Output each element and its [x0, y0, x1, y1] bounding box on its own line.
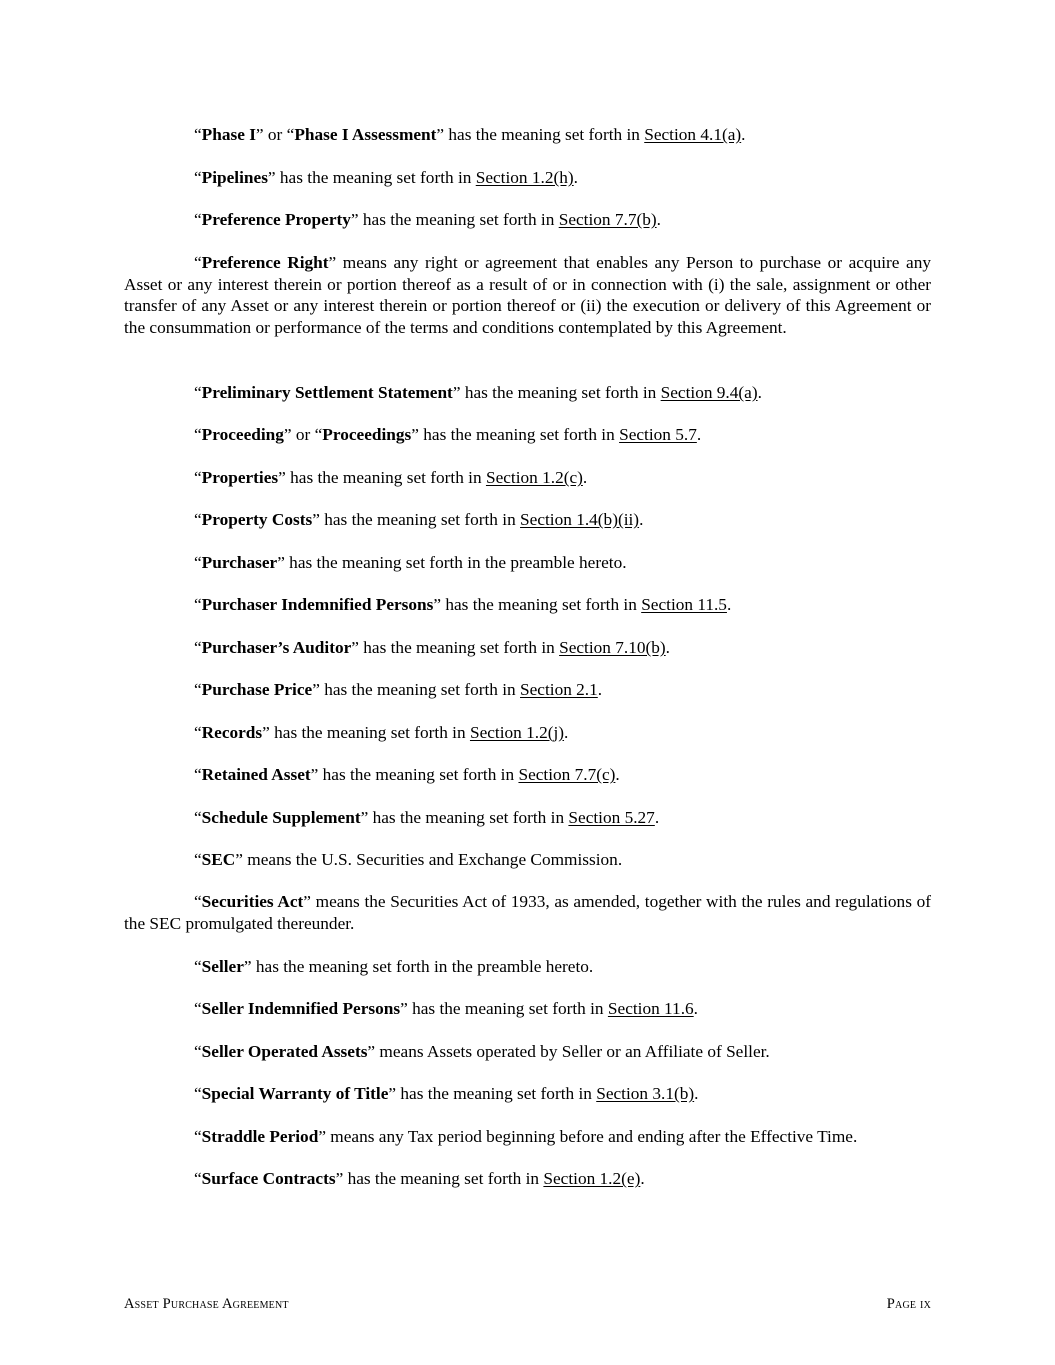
definition-text: “ [194, 680, 202, 699]
definition-entry [124, 998, 931, 1020]
definition-text: ” has the meaning set forth in [310, 765, 519, 784]
definition-text: ” means any right or agreement that enables any Person to purchase or acquire any Asset or any interest therein or portion thereof as a result of or in connection with (i) the sale, assignment or other transfer of any Asset or any interest therein or portion thereof or (ii) the execution or delivery of this Agreement or the consummation or performance of the terms and conditions contemplated by this Agreement. [124, 253, 931, 337]
defined-term: Special Warranty of Title [201, 1084, 389, 1103]
definition-entry [124, 552, 931, 574]
definition-text: ” has the meaning set forth in [335, 1169, 544, 1188]
definition-text: “ [194, 125, 202, 144]
definition-entry [124, 167, 931, 189]
definition-text: ” has the meaning set forth in [312, 510, 521, 529]
defined-term: Purchaser [201, 553, 278, 572]
defined-term: Preference Right [201, 253, 329, 272]
definition-text: . [640, 1169, 645, 1188]
definition-text: . [693, 999, 698, 1018]
definition-text: ” has the meaning set forth in [400, 999, 608, 1018]
defined-term: Phase I [201, 125, 256, 144]
definition-text: . [615, 765, 620, 784]
defined-term: Retained Asset [201, 765, 311, 784]
definition-text: “ [194, 850, 202, 869]
definition-text: ” has the meaning set forth in the preamble hereto. [243, 957, 594, 976]
defined-term: Straddle Period [201, 1127, 319, 1146]
definition-text: “ [194, 168, 202, 187]
definition-text: “ [194, 1169, 202, 1188]
definition-entry [124, 807, 931, 829]
definition-text: ” or “ [255, 125, 295, 144]
definition-text: “ [194, 999, 202, 1018]
section-reference-link[interactable]: Section 7.7(c) [518, 765, 616, 784]
defined-term: Pipelines [201, 168, 268, 187]
defined-term: Preliminary Settlement Statement [201, 383, 453, 402]
definition-entry [124, 209, 931, 231]
defined-term: Seller Indemnified Persons [201, 999, 401, 1018]
definition-text: “ [194, 638, 202, 657]
definition-text: ” has the meaning set forth in [411, 425, 620, 444]
definition-text: “ [194, 723, 202, 742]
section-reference-link[interactable]: Section 5.7 [619, 425, 697, 444]
definition-text: ” has the meaning set forth in [436, 125, 645, 144]
definition-text: . [757, 383, 762, 402]
definition-text: ” means Assets operated by Seller or an Affiliate of Seller. [367, 1042, 770, 1061]
definition-text: . [726, 595, 732, 614]
definition-text: . [582, 468, 588, 487]
definition-entry [124, 594, 931, 616]
definition-text: . [564, 723, 569, 742]
definition-text: ” has the meaning set forth in [433, 595, 642, 614]
definition-text: ” has the meaning set forth in [267, 168, 476, 187]
definition-text: . [654, 808, 660, 827]
section-reference-link[interactable]: Section 7.7(b) [558, 210, 657, 229]
defined-term: Schedule Supplement [201, 808, 361, 827]
definition-entry [124, 1041, 931, 1063]
definition-text: ” has the meaning set forth in [351, 638, 560, 657]
definition-text: . [696, 425, 702, 444]
defined-term: Securities Act [201, 892, 304, 911]
definition-entry [124, 1083, 931, 1105]
definition-text: ” or “ [283, 425, 323, 444]
defined-term: Phase I Assessment [294, 125, 437, 144]
section-reference-link[interactable]: Section 4.1(a) [644, 125, 742, 144]
definition-entry [124, 467, 931, 489]
definition-text: ” has the meaning set forth in [388, 1084, 597, 1103]
definition-text: ” means the U.S. Securities and Exchange Commission. [235, 850, 623, 869]
definition-text: . [741, 125, 746, 144]
definition-text: “ [194, 468, 202, 487]
section-reference-link[interactable]: Section 1.2(j) [469, 723, 565, 742]
definition-text: “ [194, 553, 202, 572]
definition-text: . [597, 680, 603, 699]
definition-text: “ [194, 1042, 202, 1061]
definition-text: ” has the meaning set forth in the preamble hereto. [277, 553, 627, 572]
definition-text: “ [194, 253, 202, 272]
definition-text: “ [194, 595, 202, 614]
section-reference-link[interactable]: Section 5.27 [568, 808, 655, 827]
defined-term: Properties [201, 468, 279, 487]
definition-entry [124, 252, 931, 338]
section-reference-link[interactable]: Section 1.2(h) [475, 168, 574, 187]
definition-text: ” means any Tax period beginning before and ending after the Effective Time. [318, 1127, 858, 1146]
section-reference-link[interactable]: Section 1.4(b)(ii) [520, 510, 640, 529]
definition-text: . [573, 168, 578, 187]
section-reference-link[interactable]: Section 11.5 [641, 595, 727, 614]
definition-text: . [656, 210, 661, 229]
definition-text: “ [194, 892, 202, 911]
definition-text: ” has the meaning set forth in [350, 210, 559, 229]
definition-entry [124, 722, 931, 744]
section-reference-link[interactable]: Section 9.4(a) [660, 383, 758, 402]
definition-text: “ [194, 425, 202, 444]
definition-text: ” has the meaning set forth in [312, 680, 521, 699]
definition-text: “ [194, 383, 202, 402]
defined-term: Proceedings [322, 425, 412, 444]
definition-text: ” has the meaning set forth in [278, 468, 486, 487]
defined-term: Seller [201, 957, 244, 976]
definition-text: “ [194, 1127, 202, 1146]
defined-term: Purchaser Indemnified Persons [201, 595, 434, 614]
defined-term: Surface Contracts [201, 1169, 336, 1188]
definition-text: “ [194, 808, 202, 827]
definition-text: “ [194, 210, 202, 229]
definition-entry [124, 764, 931, 786]
defined-term: Seller Operated Assets [201, 1042, 368, 1061]
section-reference-link[interactable]: Section 2.1 [520, 680, 598, 699]
definition-text: “ [194, 510, 202, 529]
definition-text: “ [194, 957, 202, 976]
definition-entry [124, 382, 931, 404]
definition-entry [124, 849, 931, 871]
defined-term: Records [201, 723, 263, 742]
definition-entry [124, 1168, 931, 1190]
definition-text: ” has the meaning set forth in [360, 808, 569, 827]
definition-text: . [694, 1084, 699, 1103]
section-reference-link[interactable]: Section 3.1(b) [596, 1084, 695, 1103]
footer-document-title: Asset Purchase Agreement [124, 1296, 289, 1312]
footer-page-number: Page ix [886, 1296, 931, 1312]
definition-text: ” means the Securities Act of 1933, as amended, together with the rules and regulations of the SEC promulgated thereunder. [124, 892, 931, 933]
definition-text: . [665, 638, 670, 657]
page-footer [124, 1296, 931, 1313]
definition-entry [124, 1126, 931, 1148]
definition-entry [124, 956, 931, 978]
definition-entry [124, 424, 931, 446]
definition-text: ” has the meaning set forth in [262, 723, 470, 742]
definition-entry [124, 679, 931, 701]
definition-text: . [639, 510, 644, 529]
defined-term: Property Costs [201, 510, 313, 529]
defined-term: Proceeding [201, 425, 284, 444]
defined-term: Purchase Price [201, 680, 313, 699]
definition-entry [124, 891, 931, 934]
definition-entry [124, 637, 931, 659]
section-reference-link[interactable]: Section 7.10(b) [559, 638, 666, 657]
definition-entry [124, 124, 931, 146]
section-reference-link[interactable]: Section 1.2(e) [543, 1169, 641, 1188]
definition-text: “ [194, 765, 202, 784]
definition-text: “ [194, 1084, 202, 1103]
definition-text: ” has the meaning set forth in [452, 383, 661, 402]
defined-term: SEC [201, 850, 236, 869]
defined-term: Preference Property [201, 210, 351, 229]
section-reference-link[interactable]: Section 11.6 [607, 999, 694, 1018]
defined-term: Purchaser’s Auditor [201, 638, 352, 657]
definition-entry [124, 509, 931, 531]
section-reference-link[interactable]: Section 1.2(c) [485, 468, 583, 487]
